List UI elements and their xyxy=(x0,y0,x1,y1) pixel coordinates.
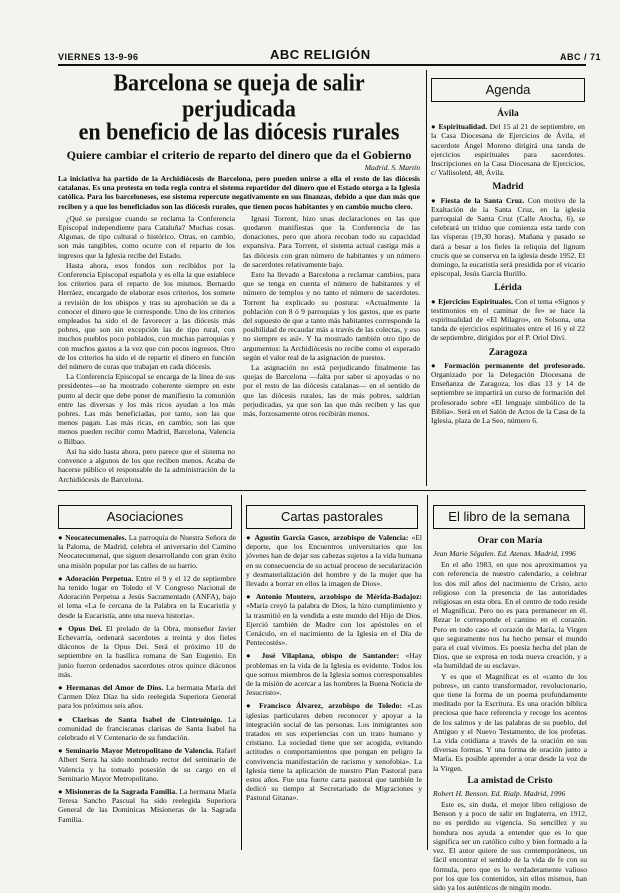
item-label: Clarisas de Santa Isabel de Cintruénigo. xyxy=(72,714,223,724)
cartas-list xyxy=(246,533,422,807)
item-text: La hermana María del Carmen Díez Díaz ha sido reelegida Superiora General para los próximos seis años. xyxy=(58,683,236,711)
article-paragraph: La asignación no está perjudicando finalmente las quejas de Barcelona —falta por saber si apoyadas o no por el resto de las diócesis catalanas— en el sentido de que las diócesis rurales, las de más pobres, saldrían perjudicadas, ya que son las que más reciben y las que más, forzosamente otros recibirán menos. xyxy=(243,363,420,419)
item-text: «Las iglesias particulares deben reconocer y apoyar a la integración social de las personas. Los inmigrantes son tratados en sus experiencias con un trato humano y cristiano. La sociedad tiene que ser acogida, evitando actitudes o comportamientos que pongan en peligro la convivencia manifestación de racismo y xenofobia». La Iglesia tiene la aplicación de nuestro Plan Pastoral para estos años. Fue una fuerte carta pastoral que también le dedicó su tiempo al Secretariado de Migraciones y Pastoral Gitana». xyxy=(246,701,422,803)
bullet-icon: ● xyxy=(246,533,255,542)
asociacion-item xyxy=(58,574,236,620)
item-label: Opus Dei. xyxy=(68,623,103,633)
agenda-city: Lérida xyxy=(494,283,522,294)
asociacion-item xyxy=(58,624,236,679)
item-text: El prelado de la Obra, monseñor Javier Echevarría, ordenará sacerdotes a treinta y dos fieles diáconos de la Opus Dei. Será el próximo 10 de septiembre en la basílica romana de San Eugenio. En junio fueron ordenados sacerdotes otros quince diáconos más. xyxy=(58,623,236,679)
bullet-icon: ● xyxy=(431,122,439,132)
agenda-city: Madrid xyxy=(492,182,524,193)
headline-line-1: Barcelona se queja de salir perjudicada xyxy=(113,69,365,122)
bullet-icon: ● xyxy=(431,360,445,370)
asociaciones-list xyxy=(58,533,236,828)
article-paragraph: ¿Qué se persigue cuando se reclama la Conferencia Episcopal independiente para Cataluña? Muchas cosas. Algunas, de tipo cultural o histórico. Otras, en cambio, son más tangibles, como ocurre con el reparto de los ingresos que la Iglesia recibe del Estado. xyxy=(58,213,235,260)
issue-date: VIERNES 13-9-96 xyxy=(58,52,139,62)
agenda-item xyxy=(431,122,585,177)
item-text: La parroquia de Nuestra Señora de la Paloma, de Madrid, celebra el aniversario del Camino Neocatecumenal, que siguen desarrollando con gran éxito una misión popular por las calles de su barrio. xyxy=(58,533,236,570)
review-paragraph: En el año 1983, en que nos aproximamos ya con referencia de nuestro calendario, a celebrar los dos mil años del nacimiento de Cristo, acto religioso con la presencia de las autoridades religiosas en esta obra. En el centro de todo reside el Magníficat. Pero no es para permanecer en él. Rezar le corresponde el camino en el corazón. Pero en todo caso el corazón de María, la Virgen que seguramente nos ha hecho pensar el mundo para el cual vivimos. Es poesía hecha del plan de Dios, que se expresa en toda nueva creación, y a «la humildad de su esclava». xyxy=(433,560,587,671)
page-number: ABC / 71 xyxy=(560,52,602,62)
review-paragraph: Este es, sin duda, el mejor libro religioso de Benson y a poco de salir en Inglaterra, en 1912, no es perdido su vigencia. Su sencillez y su hondura nos ayuda a entender que es lo que significa ser un católico culto y bien formado a la vez. El autor quiere de sus contemporáneos, un fácil encontrar el sentido de la vida de fe con su fórmula, pero que es lo verdaderamente valioso por los que los contenidos, sin ellos mismos, han sido ya los auténticos de ningún modo. xyxy=(433,800,587,892)
agenda-item-text: Del 15 al 21 de septiembre, en la Casa Diocesana de Ejercicios de Ávila, el sacerdote Ángel Moreno dirigirá una tanda de ejercicios espirituales para sacerdotes. Inscripciones en la Casa Diocesana de Ejercicios, c/ Vallisoletd, 48, Ávila. xyxy=(431,122,585,178)
bullet-icon: ● xyxy=(431,296,439,306)
agenda-item xyxy=(431,361,585,425)
bullet-icon: ● xyxy=(58,683,67,693)
asociacion-item xyxy=(58,533,236,570)
carta-item xyxy=(246,701,422,802)
bullet-icon: ● xyxy=(431,195,441,205)
bullet-icon: ● xyxy=(58,573,66,583)
article-paragraph: Así ha sido hasta ahora, pero parece que el sistema no convence a algunos de los que reciben menos. Acaba de hacerse público el responsable de la administración de la Archidiócesis de Barcelona. xyxy=(58,446,235,484)
column-divider xyxy=(241,495,242,850)
book-reference: Jean Marie Ségalen. Ed. Atenas. Madrid, 1996 xyxy=(433,549,576,559)
article-column-2 xyxy=(243,214,420,485)
asociacion-item xyxy=(58,746,236,783)
item-label: Hermanas del Amor de Dios. xyxy=(66,683,164,693)
item-label: Neocatecumenales. xyxy=(65,533,127,542)
subtitle: Quiere cambiar el criterio de reparto del dinero que da el Gobierno xyxy=(66,148,412,162)
bullet-icon: ● xyxy=(58,623,69,633)
review-paragraph: Y es que el Magníficat es el «canto de los pobres», un canto transformador, revolucionario, que tiene la forma de un poema profundamente meditado por la Escritura. Es una oración bíblica preciosa que hace referencia y recoge los acentos de los salmos y de las palabras de su pueblo, del Antiguo y el Nuevo Testamento, de los profetas. La vida cotidiana a través de la oración en sus diversas formas. Y una forma de oración junto a María. Es posible aprender a orar desde la voz de la Virgen. xyxy=(433,671,587,773)
bullet-icon: ● xyxy=(246,701,260,711)
agenda-item-label: Espiritualidad. xyxy=(438,122,488,132)
section-title: ABC RELIGIÓN xyxy=(270,47,371,62)
item-text: La comunidad de franciscanas clarisas de Santa Isabel ha celebrado el V Centenario de su fundación. xyxy=(58,714,236,743)
item-text: «María creyó la palabra de Dios, la hizo cumplimiento y la trasmitió en la vendida a este mundo del Hijo de Dios. Ejerció también de Madre con los apóstoles en el Cenáculo, en el nacimiento de la Iglesia en el Día de Pentecostés». xyxy=(246,601,422,648)
agenda-item-text: Con motivo de la Exaltación de la Santa Cruz, en la iglesia parroquial de Santa Cruz (Calle Atocha, 6), se celebrará un triduo que comienza esta tarde con las vísperas (19,30 horas). Mañana y pasado se dará a besar a los fieles la reliquia del lignum crucis que se conserva en la iglesia desde 1952. El domingo, la eucaristía será presidida por el vicario episcopal, Jesús García Burillo. xyxy=(431,195,585,279)
item-text: La hermana María Teresa Sancho Pascual ha sido reelegida Superiora General de las Dominicas Misioneras de la Sagrada Familia. xyxy=(58,787,237,824)
carta-item xyxy=(246,533,422,588)
section-rule xyxy=(58,490,586,491)
agenda-heading: Agenda xyxy=(431,78,585,102)
carta-item xyxy=(246,592,422,647)
column-divider xyxy=(427,495,428,850)
agenda-item-label: Formación permanente del profesorado. xyxy=(444,360,585,370)
agenda-city: Zaragoza xyxy=(488,347,528,358)
article-column-1 xyxy=(58,214,235,485)
byline: Madrid. S. Martín xyxy=(364,163,420,172)
item-label: José Vilaplana, obispo de Santander: xyxy=(261,651,400,661)
carta-item xyxy=(246,651,422,697)
asociaciones-heading: Asociaciones xyxy=(58,505,232,529)
book-reference: Robert H. Benson. Ed. Rialp. Madrid, 1996 xyxy=(433,789,566,799)
headline-line-2: en beneficio de las diócesis rurales xyxy=(78,117,400,145)
agenda-item-text: Con el tema «Signos y testimonios en el caminar de fe» se hace la espiritualidad de «El Milagro», en Solsona, una tanda de ejercicios espirituales entre el 16 y el 22 de septiembre, dirigidos por el P. Oriol Diví. xyxy=(431,296,585,343)
item-label: Adoración Perpetua. xyxy=(65,573,134,583)
agenda-item xyxy=(431,196,585,279)
item-label: Agustín García Gasco, arzobispo de Valencia: xyxy=(254,533,409,542)
agenda-list xyxy=(431,104,585,429)
item-text: «Hay problemas en la vida de la Iglesia es evidente. Todos los que somos miembros de la Iglesia somos corresponsables de la misión de acercar a las hombres la Buena Noticia de Jesucristo». xyxy=(246,651,422,698)
agenda-item-label: Ejercicios Espirituales. xyxy=(438,296,513,306)
column-divider xyxy=(426,70,427,486)
asociacion-item xyxy=(58,787,236,824)
bullet-icon: ● xyxy=(58,787,66,797)
book-title: La amistad de Cristo xyxy=(467,775,553,786)
header-rule xyxy=(58,64,586,66)
agenda-item-text: Organizado por la Delegación Diocesana de Enseñanza de Zaragoza, los días 13 y 14 de septiembre se impartirá un curso de formación del profesorado sobre «El lenguaje simbólico de la Biblia». Será en el Salón de Actos de la Casa de la Iglesia, plaza de La Seo, número 6. xyxy=(431,370,585,426)
article-paragraph: La Conferencia Episcopal se encarga de la línea de sus presidentes—se ha mostrado coherente siempre en este punto al decir que debe poner de manifiesto la comunión entre las diversas y los más ricos ayudan a los más pobres. Las más beneficiadas, por tanto, son las que menos pagan. Las más ricas, en cambio, son las que menos pueden recibir como Madrid, Barcelona, Valencia o Bilbao. xyxy=(58,372,235,446)
item-label: Antonio Montero, arzobispo de Mérida-Badajoz: xyxy=(255,592,422,602)
agenda-item xyxy=(431,297,585,343)
article-lead: La iniciativa ha partido de la Archidiócesis de Barcelona, pero pueden unirse a ella el resto de las diócesis catalanas. Es una protesta en toda regla contra el sistema repartidor del dinero que el Estado otorga a la Iglesia católica. Para los barceloneses, ese sistema repercute negativamente en sus finanzas, debido a que dan más que reciben y a que los beneficiados son las diócesis rurales, que tienen pocos habitantes y en cambio mucho clero. xyxy=(58,174,420,211)
asociacion-item xyxy=(58,683,236,711)
agenda-city: Ávila xyxy=(497,109,519,119)
article-paragraph: Hasta ahora, esos fondos son recibidos por la Conferencia Episcopal española y es ella la que establece los criterios para el reparto de los mismos. Bernardo Herráez, encargado de elaborar esos criterios, los somete a revisión de los obispos y tras su aprobación se da a conocer el dinero que le corresponde. Uno de los criterios empleados ha sido el de favorecer a las diócesis más pobres, que son sin excepción las de tipo rural, con muchos pueblos poco poblados, con muchas parroquias y con muchos gastos a la vez que con pocos ingresos. Otro de los criterios ha sido el de repartir el dinero en función del número de curas que trabajan en cada diócesis. xyxy=(58,260,235,372)
article-paragraph: Ignasi Torrent, hizo unas declaraciones en las que quedaron manifiestas que la Conferencia de las donaciones, pero que ahora recoban todo su capacidad expansiva. Para Torrent, el sistema actual castiga más a las diócesis con gran número de habitantes y un número de sacerdotes relativamente bajo. xyxy=(243,213,420,269)
item-label: Misioneras de la Sagrada Familia. xyxy=(65,787,178,797)
cartas-heading: Cartas pastorales xyxy=(246,505,418,529)
libro-reviews xyxy=(433,533,587,893)
book-title: Orar con María xyxy=(477,536,543,546)
bullet-icon: ● xyxy=(58,533,66,542)
item-text: «El deporte, que los Encuentros universitarios que los jóvenes han de dejar sus cabezas sujetos a la vida humana en su consecuencia de su actual proceso de secularización y desmaterialización del hombre y de la mujer que ha llevado a borrar en ellos la imagen de Dios». xyxy=(246,533,422,589)
article-paragraph: Esto ha llevado a Barcelona a reclamar cambios, para que se tenga en cuenta el número de habitantes y el número de templos y no tanto el número de sacerdotes. Torrent ha explicado su postura: «Actualmente la población con 8 ó 9 parroquias y los gastos, que es parte del supuesto de que a tanto más habitantes corresponde la posibilidad de recaudar más a través de las colectas, y eso no siempre es así». Y ha mostrado también otro tipo de argumentos: la Archidiócesis no recibe como el esperado según el valor real de la asignación de puestos. xyxy=(243,270,420,362)
libro-heading: El libro de la semana xyxy=(433,505,585,529)
item-text: Entre el 9 y el 12 de septiembre ha tenido lugar en Toledo el V Congreso Nacional de Adoración Perpetua a Jesús Sacramentado (ANFA), bajo el lema «La fe cercana de la Palabra en la Eucaristía y desde la Eucaristía, ante una nueva historia». xyxy=(58,573,236,620)
item-text: Rafael Albert Serra ha sido nombrado rector del seminario de Valencia y ha tomado posesión de su cargo en el Seminario Mayor Metropolitano. xyxy=(58,746,237,783)
asociacion-item xyxy=(58,715,236,743)
bullet-icon: ● xyxy=(246,592,256,602)
bullet-icon: ● xyxy=(58,714,73,724)
main-article xyxy=(58,69,420,485)
agenda-item-label: Fiesta de la Santa Cruz. xyxy=(440,195,525,205)
item-label: Seminario Mayor Metropolitano de Valencia. xyxy=(65,746,214,756)
bullet-icon: ● xyxy=(58,746,66,756)
item-label: Francisco Álvarez, arzobispo de Toledo: xyxy=(259,701,402,711)
bullet-icon: ● xyxy=(246,651,262,661)
